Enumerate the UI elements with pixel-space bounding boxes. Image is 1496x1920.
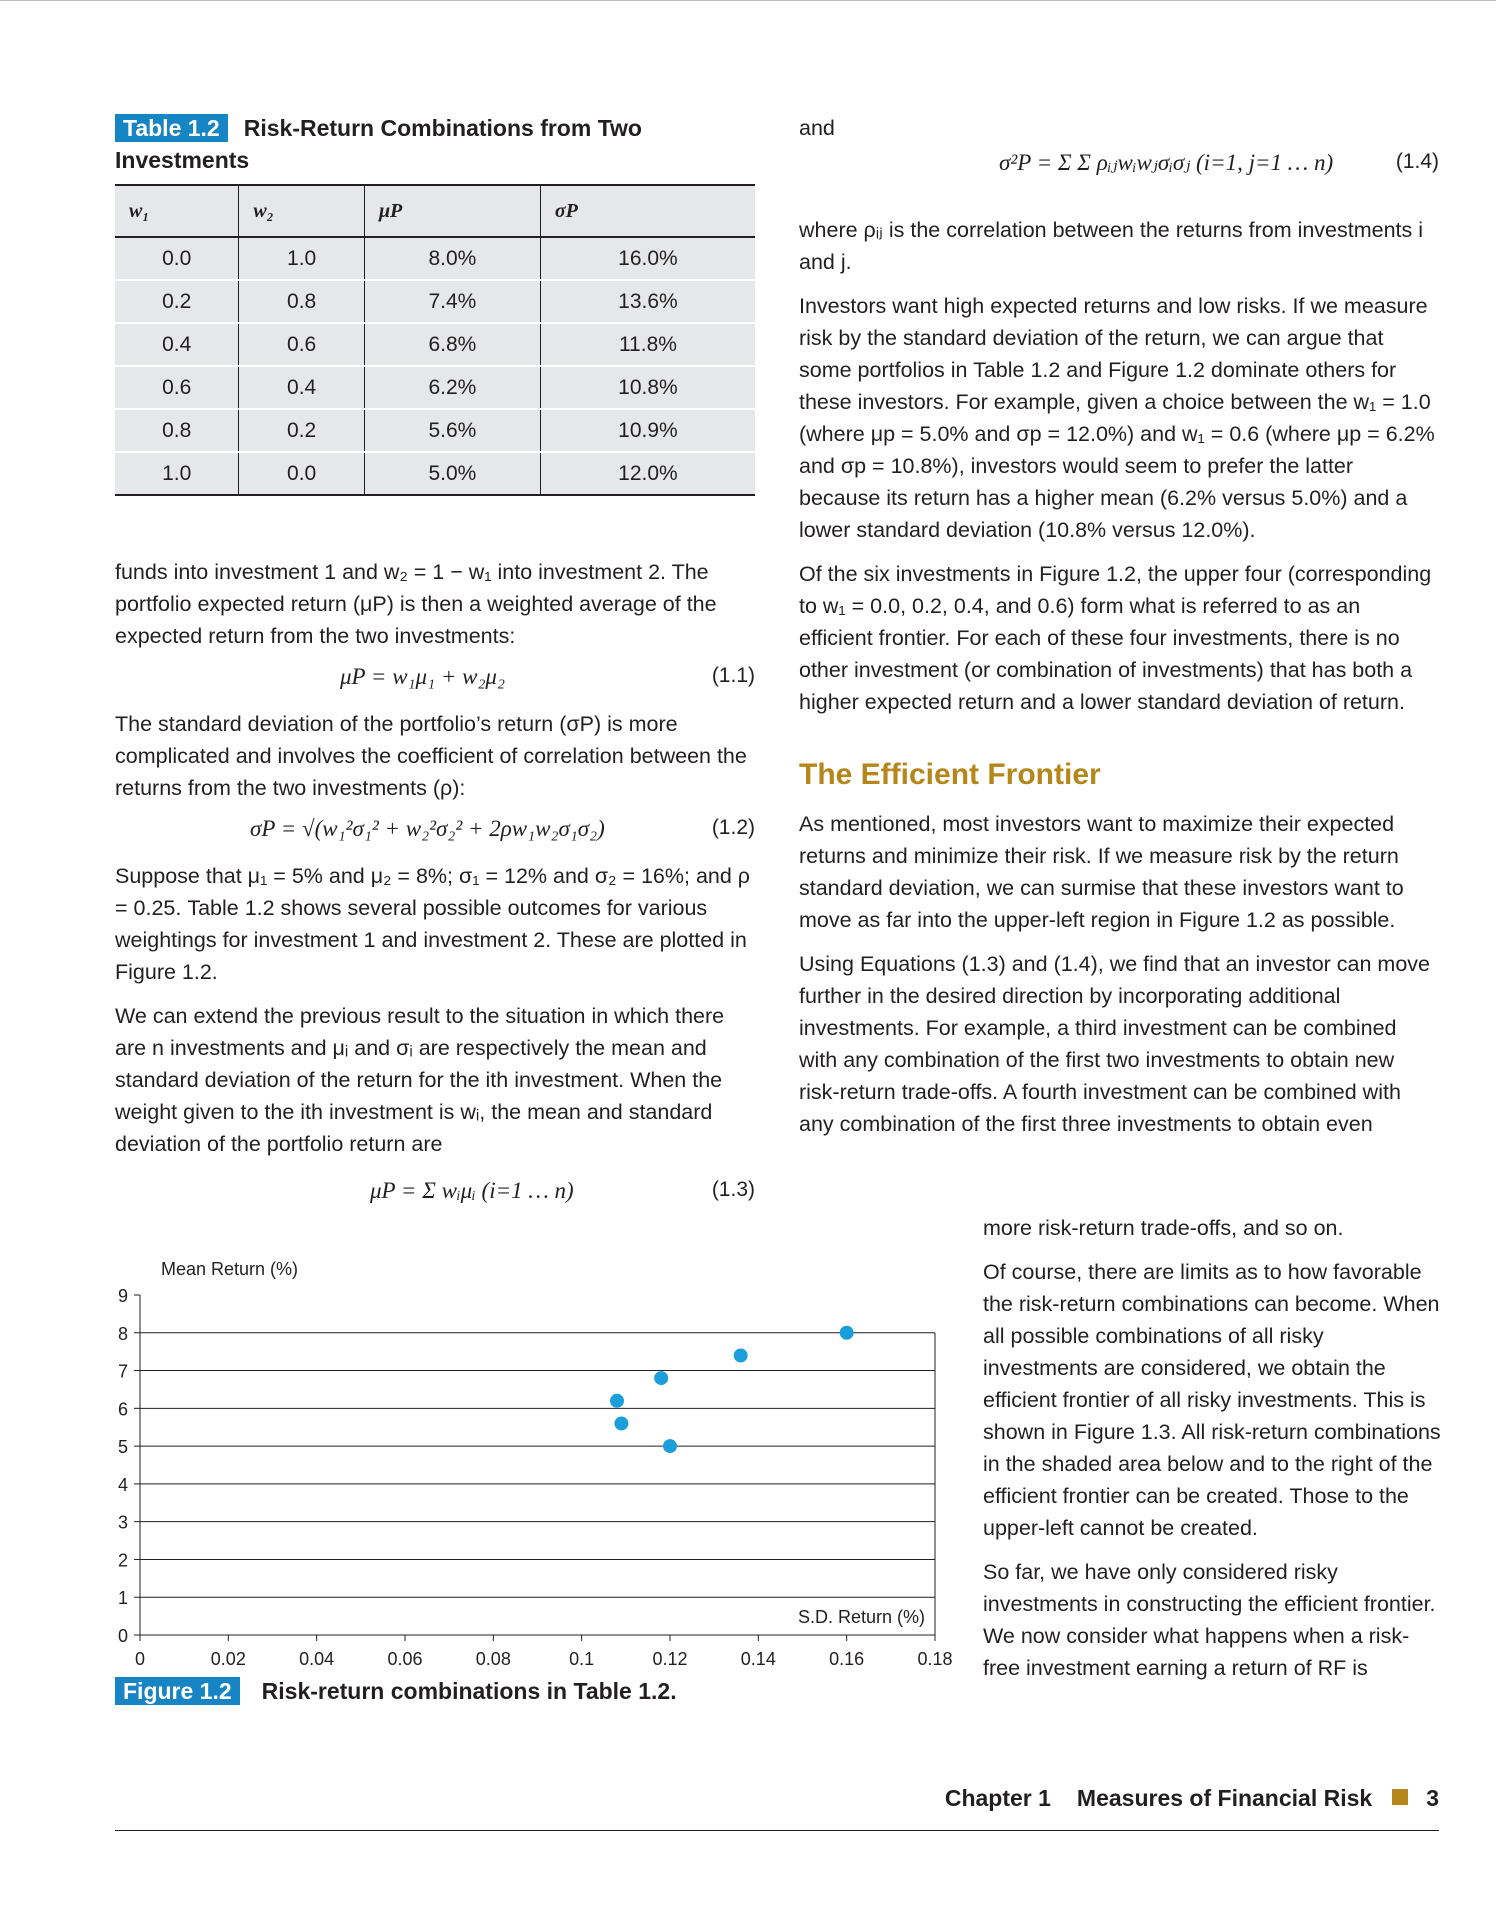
table-cell: 0.4 (239, 366, 365, 409)
section-heading: The Efficient Frontier (799, 758, 1101, 791)
data-point (663, 1439, 677, 1453)
table-cell: 6.8% (364, 323, 540, 366)
x-axis-label: S.D. Return (%) (797, 1607, 925, 1627)
table-title: Risk-Return Combinations from Two Investments (115, 115, 642, 173)
figure-tag: Figure 1.2 (115, 1677, 240, 1705)
x-tick-label: 0.18 (917, 1649, 953, 1669)
table-cell: 5.6% (364, 409, 540, 452)
table-cell: 1.0 (115, 452, 239, 495)
x-tick-label: 0.06 (387, 1649, 423, 1669)
table-row (115, 452, 755, 495)
table-cell: 11.8% (540, 323, 755, 366)
table-cell: 0.6 (239, 323, 365, 366)
data-point (614, 1416, 628, 1430)
x-tick-label: 0.12 (652, 1649, 688, 1669)
table-cell: 12.0% (540, 452, 755, 495)
equation-number: (1.3) (711, 1178, 755, 1201)
table-cell: 13.6% (540, 280, 755, 323)
table-cell: 0.8 (115, 409, 239, 452)
paragraph: Investors want high expected returns and low risks. If we measure risk by the standard deviation of the return, we can argue that some portfolios in Table 1.2 and Figure 1.2 dominate others for these investors. For example, given a choice between the w₁ = 1.0 (where μp = 5.0% and σp = 12.0%) and w₁ = 0.6 (where μp = 6.2% and σp = 10.8%), investors would seem to prefer the latter because its return has a higher mean (6.2% versus 5.0%) and a lower standard deviation (10.8% versus 12.0%). (799, 294, 1435, 542)
equation-number: (1.4) (1395, 150, 1439, 173)
footer-chapter: Chapter 1 (944, 1785, 1051, 1811)
paragraph: and (799, 116, 835, 140)
table-cell: 16.0% (540, 237, 755, 280)
x-tick-label: 0.14 (740, 1649, 776, 1669)
table-row (115, 366, 755, 409)
paragraph: So far, we have only considered risky investments in constructing the efficient frontier. We now consider what happens when a risk-free investment earning a return of RF is (983, 1560, 1436, 1680)
header-w2: w₂ (239, 185, 365, 237)
paragraph: The standard deviation of the portfolio’s return (σP) is more complicated and involves the coefficient of correlation between the returns from the two investments (ρ): (115, 712, 747, 800)
table-cell: 5.0% (364, 452, 540, 495)
equation-1-3 (115, 1178, 755, 1222)
equation-expression: σ²P = Σ Σ ρᵢⱼwᵢwⱼσᵢσⱼ (i=1, j=1 … n) (999, 150, 1334, 175)
paragraph: more risk-return trade-offs, and so on. (983, 1216, 1344, 1240)
equation-number: (1.2) (711, 816, 755, 839)
paragraph: As mentioned, most investors want to maximize their expected returns and minimize their risk. If we measure risk by the return standard deviation, we can surmise that these investors want to move as far into the upper-left region in Figure 1.2 as possible. (799, 812, 1404, 932)
data-point (610, 1394, 624, 1408)
square-bullet-icon (1392, 1789, 1408, 1805)
y-tick-label: 1 (117, 1588, 128, 1609)
data-point (654, 1371, 668, 1385)
table-cell: 0.2 (115, 280, 239, 323)
right-wrapped-text (983, 1212, 1443, 1696)
table-cell: 0.0 (115, 237, 239, 280)
paragraph: funds into investment 1 and w₂ = 1 − w₁ into investment 2. The portfolio expected return (μP) is then a weighted average of the expected return from the two investments: (115, 560, 717, 648)
risk-return-table (115, 184, 755, 496)
equation-expression: μP = w₁μ₁ + w₂μ₂ (340, 664, 505, 689)
table-cell: 10.9% (540, 409, 755, 452)
equation-number: (1.1) (711, 664, 755, 687)
y-tick-label: 3 (117, 1512, 128, 1533)
y-tick-label: 7 (117, 1361, 128, 1382)
left-column (115, 112, 755, 1222)
table-tag: Table 1.2 (115, 114, 228, 142)
equation-1-2 (115, 816, 755, 860)
top-rule (0, 0, 1496, 1)
table-row (115, 237, 755, 280)
x-tick-label: 0.04 (299, 1649, 335, 1669)
table-cell: 0.8 (239, 280, 365, 323)
y-tick-label: 8 (117, 1323, 128, 1344)
table-caption (115, 112, 755, 176)
header-w1: w₁ (115, 185, 239, 237)
table-row (115, 409, 755, 452)
paragraph: Of course, there are limits as to how favorable the risk-return combinations can become. When all possible combinations of all risky investments are considered, we obtain the efficient frontier of all risky investments. This is shown in Figure 1.3. All risk-return combinations in the shaded area below and to the right of the efficient frontier can be created. Those to the upper-left cannot be created. (983, 1260, 1441, 1540)
y-tick-label: 5 (117, 1437, 128, 1458)
x-tick-label: 0.16 (829, 1649, 865, 1669)
figure-caption (115, 1678, 677, 1705)
data-point (734, 1348, 748, 1362)
x-tick-label: 0.02 (210, 1649, 246, 1669)
paragraph: We can extend the previous result to the situation in which there are n investments and μᵢ and σᵢ are respectively the mean and standard deviation of the return for the ith investment. When the weight given to the ith investment is wᵢ, the mean and standard deviation of the portfolio return are (115, 1004, 725, 1156)
paragraph: Using Equations (1.3) and (1.4), we find that an investor can move further in the desired direction by incorporating additional investments. For example, a third investment can be combined with any combination of the first two investments to obtain new risk-return trade-offs. A fourth investment can be combined with any combination of the first three investments to obtain even (799, 952, 1431, 1136)
page-number: 3 (1426, 1785, 1439, 1811)
table-cell: 0.6 (115, 366, 239, 409)
x-tick-label: 0.08 (475, 1649, 511, 1669)
table-cell: 0.4 (115, 323, 239, 366)
paragraph: where ρᵢⱼ is the correlation between the returns from investments i and j. (799, 218, 1424, 274)
scatter-plot (90, 1255, 970, 1675)
header-mu-p: μP (364, 185, 540, 237)
x-tick-label: 0.1 (569, 1649, 595, 1669)
figure-1-2-chart (90, 1255, 970, 1675)
right-column (799, 112, 1439, 1140)
footer-title: Measures of Financial Risk (1076, 1785, 1373, 1811)
table-cell: 7.4% (364, 280, 540, 323)
table-cell: 0.0 (239, 452, 365, 495)
y-tick-label: 9 (117, 1286, 128, 1306)
equation-expression: σP = √(w₁²σ₁² + w₂²σ₂² + 2ρw₁w₂σ₁σ₂) (250, 816, 605, 841)
table-header-row (115, 185, 755, 237)
header-sigma-p: σP (540, 185, 755, 237)
x-tick-label: 0 (134, 1649, 146, 1669)
table-cell: 6.2% (364, 366, 540, 409)
equation-1-1 (115, 664, 755, 708)
y-axis-label: Mean Return (%) (161, 1259, 299, 1279)
table-cell: 8.0% (364, 237, 540, 280)
table-row (115, 280, 755, 323)
y-tick-label: 2 (117, 1550, 128, 1571)
equation-1-4 (799, 150, 1439, 206)
table-cell: 1.0 (239, 237, 365, 280)
footer-rule (115, 1830, 1439, 1831)
table-cell: 0.2 (239, 409, 365, 452)
paragraph: Of the six investments in Figure 1.2, the upper four (corresponding to w₁ = 0.0, 0.2, 0.4, and 0.6) form what is referred to as an efficient frontier. For each of these four investments, there is no other investment (or combination of investments) that has both a higher expected return and a lower standard deviation of return. (799, 562, 1432, 714)
table-cell: 10.8% (540, 366, 755, 409)
equation-expression: μP = Σ wᵢμᵢ (i=1 … n) (370, 1178, 574, 1203)
table-row (115, 323, 755, 366)
y-tick-label: 0 (117, 1626, 128, 1646)
data-point (840, 1326, 854, 1340)
paragraph: Suppose that μ₁ = 5% and μ₂ = 8%; σ₁ = 12% and σ₂ = 16%; and ρ = 0.25. Table 1.2 shows several possible outcomes for various weightings for investment 1 and investment 2. These are plotted in Figure 1.2. (115, 864, 751, 984)
page-footer (115, 1785, 1439, 1812)
figure-caption-text: Risk-return combinations in Table 1.2. (261, 1678, 677, 1704)
y-tick-label: 6 (117, 1399, 128, 1420)
y-tick-label: 4 (117, 1474, 128, 1495)
